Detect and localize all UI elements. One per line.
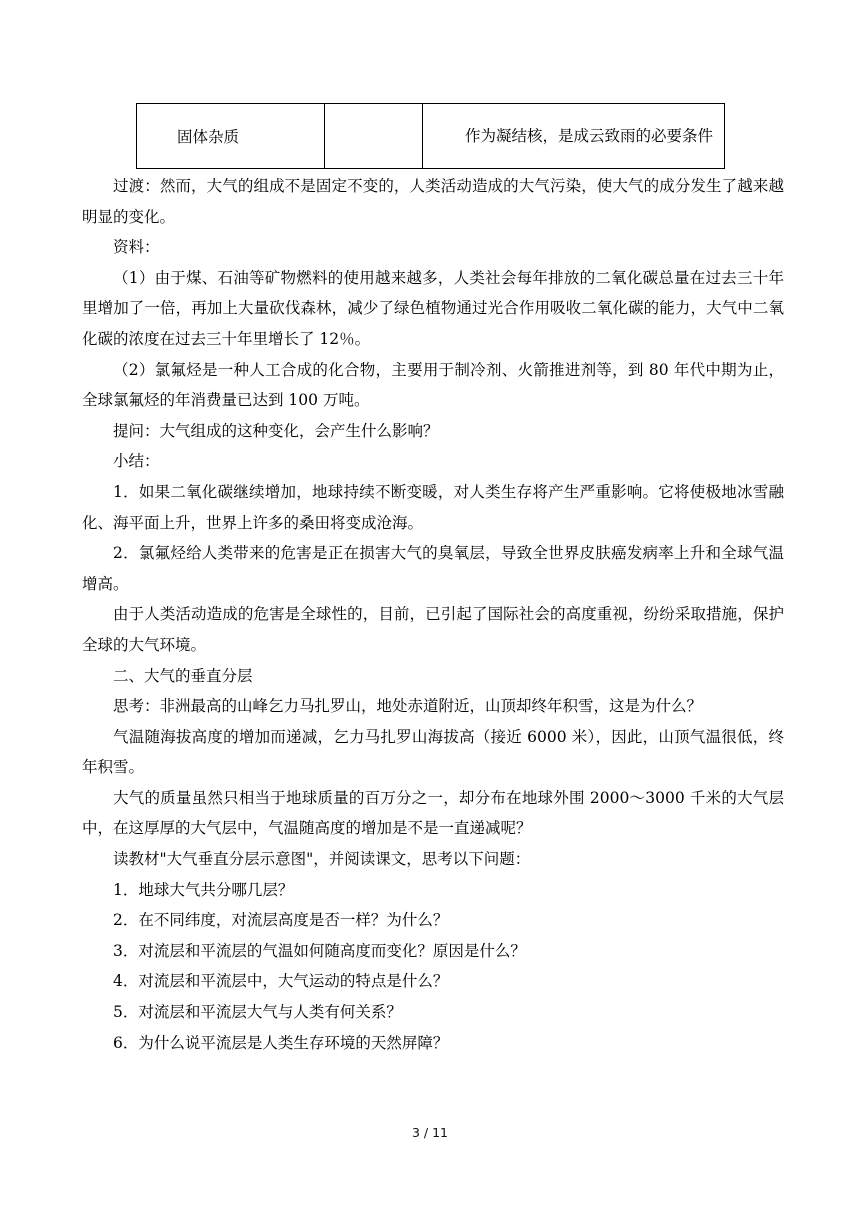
question-item-2: 2．在不同纬度，对流层高度是否一样？为什么？ (113, 911, 449, 930)
paragraph-summary-heading: 小结： (113, 452, 160, 471)
question-item-3: 3．对流层和平流层的气温如何随高度而变化？原因是什么？ (113, 941, 526, 960)
component-name-cell: 固体杂质 (137, 104, 325, 169)
paragraph-material-2: （2）氯氟烃是一种人工合成的化合物，主要用于制冷剂、火箭推进剂等，到 80 年代中期为止，全球氯氟烃的年消费量已达到 100 万吨。 (82, 360, 784, 410)
paragraph-material-1: （1）由于煤、石油等矿物燃料的使用越来越多，人类社会每年排放的二氧化碳总量在过去三十年里增加了一倍，再加上大量砍伐森林，减少了绿色植物通过光合作用吸收二氧化碳的能力，大气中二氧化碳的浓度在过去三十年里增长了 12％。 (82, 268, 784, 348)
paragraph-think: 思考：非洲最高的山峰乞力马扎罗山，地处赤道附近，山顶却终年积雪，这是为什么？ (113, 697, 703, 716)
question-item-5: 5．对流层和平流层大气与人类有何关系？ (113, 1003, 402, 1022)
paragraph-material-heading: 资料： (113, 238, 160, 257)
component-description-text: 作为凝结核，是成云致雨的必要条件 (465, 127, 714, 145)
paragraph-answer: 气温随海拔高度的增加而递减，乞力马扎罗山海拔高（接近 6000 米），因此，山顶气温很低，终年积雪。 (82, 727, 784, 777)
paragraph-atmosphere-mass: 大气的质量虽然只相当于地球质量的百万分之一，却分布在地球外围 2000～3000 千米的大气层中，在这厚厚的大气层中，气温随高度的增加是不是一直递减呢？ (82, 788, 784, 838)
paragraph-question: 提问：大气组成的这种变化，会产生什么影响？ (113, 421, 439, 440)
component-middle-cell (325, 104, 423, 169)
paragraph-global-concern: 由于人类活动造成的危害是全球性的，目前，已引起了国际社会的高度重视，纷纷采取措施，保护全球的大气环境。 (82, 605, 784, 654)
question-item-1: 1．地球大气共分哪几层？ (113, 880, 294, 899)
section-heading-vertical-layers: 二、大气的垂直分层 (113, 666, 253, 685)
atmosphere-components-table-fragment (136, 103, 725, 169)
component-description-cell (423, 104, 725, 169)
paragraph-transition: 过渡：然而，大气的组成不是固定不变的，人类活动造成的大气污染，使大气的成分发生了越来越明显的变化。 (82, 177, 784, 226)
paragraph-summary-1: 1．如果二氧化碳继续增加，地球持续不断变暖，对人类生存将产生严重影响。它将使极地冰雪融化、海平面上升，世界上许多的桑田将变成沧海。 (82, 482, 784, 532)
table-row (137, 104, 725, 169)
paragraph-read-textbook: 读教材"大气垂直分层示意图"，并阅读课文，思考以下问题： (113, 850, 531, 869)
question-item-6: 6．为什么说平流层是人类生存环境的天然屏障？ (113, 1033, 449, 1052)
page-number: 3 / 11 (411, 1125, 449, 1140)
paragraph-summary-2: 2．氯氟烃给人类带来的危害是正在损害大气的臭氧层，导致全世界皮肤癌发病率上升和全球气温增高。 (82, 544, 784, 593)
body-text (82, 171, 784, 1058)
question-item-4: 4．对流层和平流层中，大气运动的特点是什么？ (113, 972, 449, 991)
